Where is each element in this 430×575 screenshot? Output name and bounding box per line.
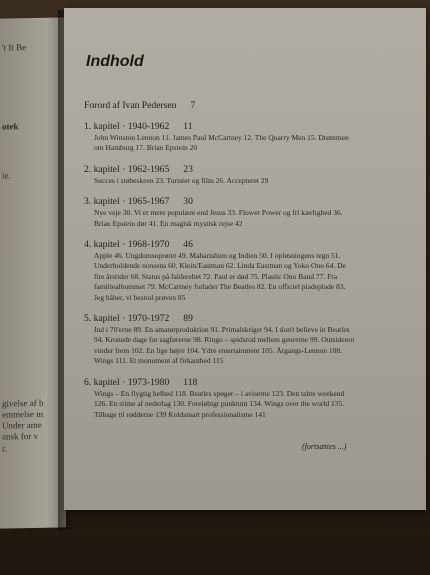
- chapter-sections: Succes i støbeskeen 23. Turnéer og film 26. Accepteret 29: [94, 175, 269, 185]
- left-page-fragment: r.: [2, 443, 7, 454]
- chapter-page-number: 46: [183, 239, 193, 251]
- chapter-page-number: 11: [183, 121, 193, 132]
- foreword-entry: [84, 100, 356, 111]
- chapter-page-number: 118: [183, 376, 198, 388]
- chapter-entry: [84, 196, 356, 229]
- chapter-page-number: 89: [183, 313, 193, 325]
- chapter-page-number: 23: [183, 163, 193, 175]
- chapter-sections: Ind i 70'erne 89. En amatørproduktion 91. Primalskriget 94. I don't believe in Beatles 94. Kronede dage for sagførerne 98. Ringo – spidsrod mellem genrerne 99. Outsideren vinder frem 102. En lige højre 104. Ydre entertainment 105. Årgangs-Lennon 108. Wings 111. Et monument af firkanthed 115: [94, 325, 355, 366]
- chapter-sections: Apple 46. Ungdomsoprøret 49. Maharishien og Indien 50. I opløsningens tegn 51. Underholdende nonsens 60. Klein/Eastman 62. Linda Eastman og Yoko Ono 64. De fire årstider 68. Status på falderebet 72. Paul er død 75. Plastic Ono Band 77. Fra familiealbummet 79. McCartney forlader The Beatles 82. En officiel pladeplade 83. Jeg håber, vi bestod prøven 85: [94, 251, 346, 302]
- table-of-contents: [84, 100, 356, 430]
- chapter-title: 4. kapitel · 1968-1970: [84, 239, 170, 251]
- left-page-fragment: Under ame: [2, 419, 42, 431]
- left-page: [0, 17, 66, 528]
- left-page-fragment: 't It Be: [2, 42, 27, 53]
- chapter-entry: [84, 239, 356, 303]
- chapter-entry: [84, 164, 356, 186]
- chapter-title: 6. kapitel · 1973-1980: [84, 376, 170, 388]
- chapter-page-number: 30: [183, 196, 193, 208]
- chapter-title: 1. kapitel · 1940-1962: [84, 121, 170, 132]
- chapter-title: 5. kapitel · 1970-1972: [84, 313, 170, 325]
- right-page: [64, 8, 426, 510]
- chapter-entry: [84, 121, 356, 154]
- chapter-sections: Wings – En flygtig helhed 118. Beatles spøger – i aviserne 123. Den tabte weekend 126. En stime af nederlag 130. Foreløbigt punktum 134. Wings over the world 135. Tilbage til rødderne 139 Koldsmart professionalisme 141: [94, 388, 345, 419]
- page-title: Indhold: [86, 53, 144, 70]
- chapter-sections: John Winston Lennon 11. James Paul McCartney 12. The Quarry Men 15. Drømmen om Hamburg 17. Brian Epstein 20: [94, 133, 349, 153]
- foreword-page-number: 7: [190, 100, 196, 111]
- chapter-entry: [84, 377, 356, 420]
- left-page-fragment: ie.: [2, 170, 11, 181]
- chapter-entry: [84, 313, 356, 367]
- left-page-fragment: otek: [2, 121, 19, 132]
- continued-note: (fortsættes ...): [302, 442, 347, 451]
- chapter-sections: Nye veje 30. Vi er mere populære end Jesus 33. Flower Power og fri kærlighed 36. Brian Epstein dør 41. En magisk mystisk rejse 42: [94, 208, 343, 228]
- left-page-fragment: givelse af b: [2, 397, 44, 409]
- left-page-fragment: emmelse m: [2, 408, 44, 420]
- foreword-label: Forord af Ivan Pedersen: [84, 100, 177, 111]
- chapter-title: 3. kapitel · 1965-1967: [84, 196, 170, 208]
- chapter-title: 2. kapitel · 1962-1965: [84, 163, 170, 175]
- left-page-fragment: ansk for v: [2, 430, 38, 442]
